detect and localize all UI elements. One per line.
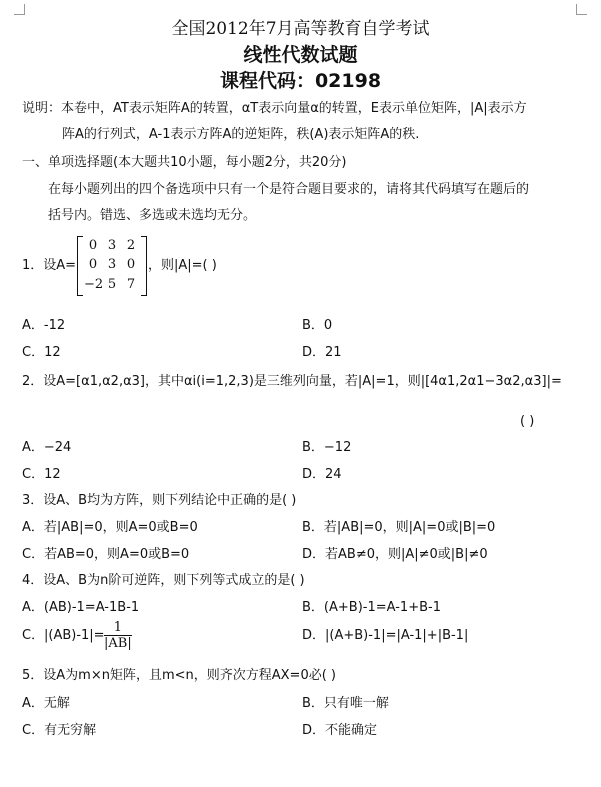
matrix-cell: 5: [107, 277, 117, 292]
q2-option-a: A．−24: [22, 440, 72, 455]
q2-stem: 2．设A=[α1,α2,α3]，其中αi(i=1,2,3)是三维列向量，若|A|=1，则|[4α1,2α1−3α2,α3]|=: [22, 374, 562, 389]
q4-option-a: A．(AB)-1=A-1B-1: [22, 600, 140, 615]
q2-option-b: B．−12: [302, 440, 352, 455]
q4-option-c-fraction: [104, 620, 132, 651]
q1-matrix: [77, 236, 147, 296]
q4-option-d: D．|(A+B)-1|=|A-1|+|B-1|: [302, 628, 469, 643]
subject-title: 线性代数试题: [243, 44, 358, 66]
course-code: 课程代码：02198: [219, 70, 382, 92]
q1-option-a: A．-12: [22, 318, 66, 333]
section-instruction-1: 在每小题列出的四个备选项中只有一个是符合题目要求的，请将其代码填写在题后的: [48, 182, 530, 197]
q1-option-c: C．12: [22, 345, 61, 360]
q3-option-b: B．若|AB|=0，则|A|=0或|B|=0: [302, 520, 496, 535]
section-instruction-2: 括号内。错选、多选或未选均无分。: [48, 208, 257, 223]
q1-prefix: 1．设A=: [22, 258, 77, 273]
matrix-cell: 3: [107, 238, 117, 253]
q2-answer-paren: ( ): [520, 414, 535, 429]
matrix-cell: 2: [126, 238, 136, 253]
matrix-cell: 0: [126, 257, 136, 272]
q3-stem: 3．设A、B均为方阵，则下列结论中正确的是( ): [22, 493, 297, 508]
matrix-cell: 3: [107, 257, 117, 272]
note-line-2: 阵A的行列式，A-1表示方阵A的逆矩阵，秩(A)表示矩阵A的秩.: [62, 127, 420, 142]
fraction-denominator: |AB|: [104, 636, 132, 651]
matrix-row: [84, 238, 140, 253]
exam-title: 全国2012年7月高等教育自学考试: [171, 19, 430, 39]
q4-stem: 4．设A、B为n阶可逆阵，则下列等式成立的是( ): [22, 573, 305, 588]
q3-option-a: A．若|AB|=0，则A=0或B=0: [22, 520, 198, 535]
matrix-cell: 0: [88, 238, 98, 253]
q5-option-d: D．不能确定: [302, 723, 378, 738]
q5-stem: 5．设A为m×n矩阵，且m<n，则齐次方程AX=0必( ): [22, 668, 336, 683]
q2-option-d: D．24: [302, 467, 342, 482]
q5-option-b: B．只有唯一解: [302, 696, 389, 711]
q1-option-d: D．21: [302, 345, 342, 360]
note-line-1: 说明：本卷中，AT表示矩阵A的转置，αT表示向量α的转置，E表示单位矩阵，|A|表示方: [22, 101, 527, 116]
matrix-cell: 0: [88, 257, 98, 272]
section-title: 一、单项选择题(本大题共10小题，每小题2分，共20分): [22, 155, 347, 170]
matrix-cell: 7: [126, 277, 136, 292]
fraction-numerator: 1: [104, 620, 132, 636]
q3-option-c: C．若AB=0，则A=0或B=0: [22, 547, 190, 562]
matrix-row: [84, 257, 140, 272]
matrix-row: [84, 277, 140, 292]
q5-option-a: A．无解: [22, 696, 70, 711]
q5-option-c: C．有无穷解: [22, 723, 97, 738]
q4-option-b: B．(A+B)-1=A-1+B-1: [302, 600, 441, 615]
q1-suffix: ，则|A|=( ): [148, 258, 217, 273]
q3-option-d: D．若AB≠0，则|A|≠0或|B|≠0: [302, 547, 488, 562]
q1-option-b: B．0: [302, 318, 333, 333]
q4-option-c-lhs: |(AB)-1|=: [44, 628, 105, 643]
q4-option-c-label: C．: [22, 628, 45, 643]
matrix-cell: −2: [84, 277, 104, 292]
q2-option-c: C．12: [22, 467, 61, 482]
